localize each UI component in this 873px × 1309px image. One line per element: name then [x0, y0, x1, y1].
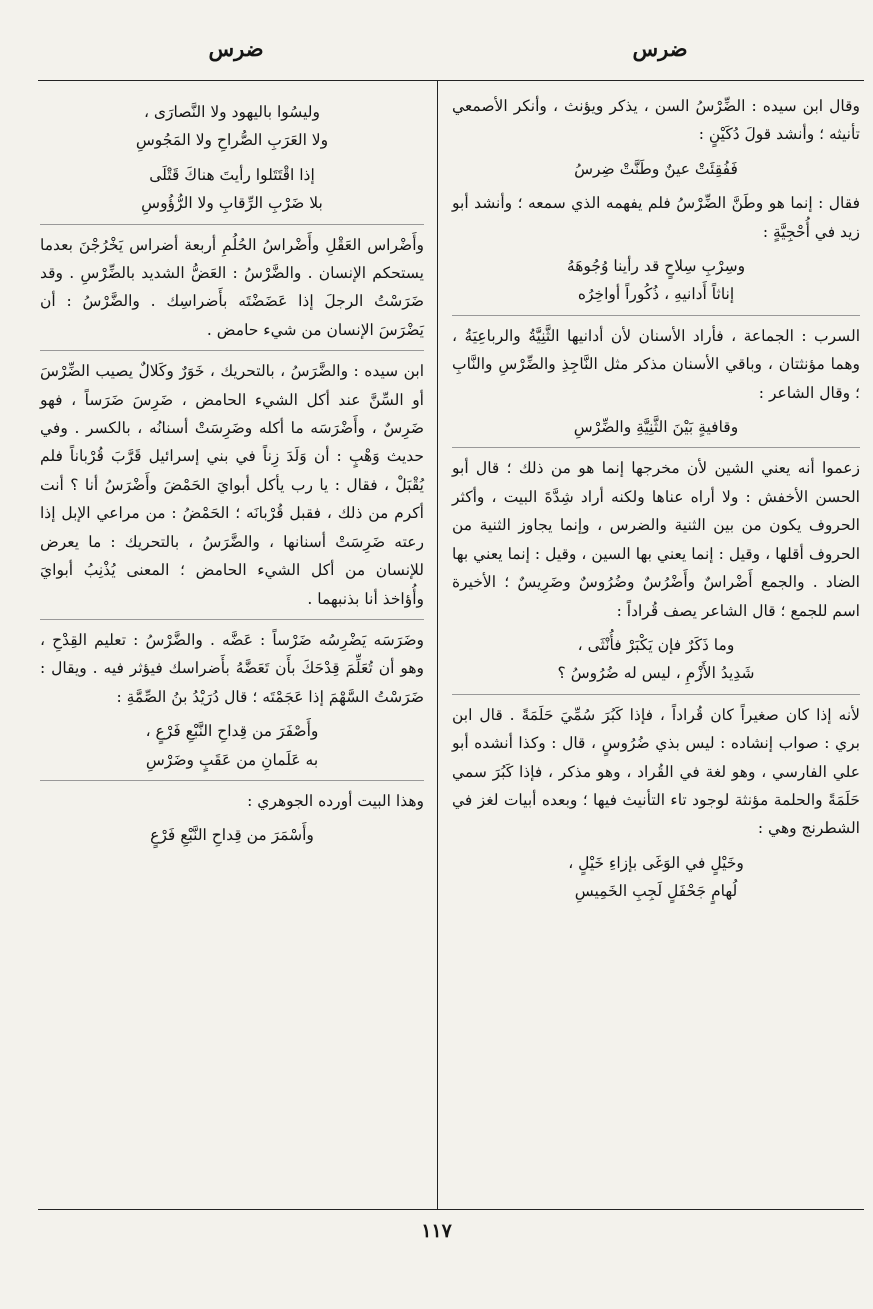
- entry-paragraph: ابن سيده : والضَّرَسُ ، بالتحريك ، خَوَرٌ وكَلالٌ يصيب الضِّرْسَ أو السِّنَّ عند أكل الشيء الحامض ، ضَرِسَ ضَرَساً ، فهو ضَرِسٌ ، وأَضْرَسَه ما أكله وضَرِسَتْ أسنانُه ، بالكسر . وفي حديث وَهْبٍ : أن وَلَدَ زِناً في بني إسرائيل قَرَّبَ قُرْباناً فلم يُقْبَلْ ، فقال : يا رب يأكل أبوايَ الحَمْضَ وأَضْرَسُ أنا ؟ أنت أكرم من ذلك ، فقبل قُرْبانَه ؛ الحَمْضُ : من مراعي الإبل إذا رعته ضَرِسَتْ أسنانها ، والضَّرَسُ ، بالتحريك : ما يعرض للإنسان من أكل الشيء الحامض ؛ المعنى يُذْنِبُ أبوايَ وأُؤاخذ أنا بذنبهما .: [40, 362, 424, 608]
- running-head-left: ضرس: [208, 36, 264, 61]
- entry-paragraph: فقال : إنما هو وطَنَّ الضِّرْسُ فلم يفهمه الذي سمعه ؛ وأنشد أبو زيد في أُحْجِيَّةٍ :: [452, 194, 860, 241]
- verse-line: فَفُقِئَتْ عينٌ وطَنَّتْ ضِرسُ: [574, 159, 738, 178]
- verse-line: وليسُوا باليهود ولا النَّصارَى ،: [143, 103, 321, 121]
- column-divider: [437, 80, 438, 1209]
- verse-line: وأَصْفَرَ من قِداحِ النَّبْعِ فَرْعٍ ،: [145, 722, 319, 741]
- verse: [40, 161, 424, 218]
- verse-line: وأَسْمَرَ من قِداحِ النَّبْعِ فَرْعٍ: [150, 826, 314, 845]
- entry-paragraph: وهذا البيت أورده الجوهري :: [247, 791, 424, 810]
- verse-line: ولا العَرَبِ الصُّراحِ ولا المَجُوسِ: [135, 131, 329, 150]
- entry-paragraph: وضَرَسَه يَضْرِسُه ضَرْساً : عَضَّه . والضَّرْسُ : تعليم القِدْحِ ، وهو أن تُعَلِّمَ قِدْحَكَ بأَن تَعَضَّهُ بأَضراسك فيؤثر فيه . ويقال : ضَرَسْتُ السَّهْمَ إذا عَجَمْتَه ؛ قال دُرَيْدُ بنُ الصِّمَّةِ :: [40, 630, 424, 706]
- header-rule: [38, 80, 864, 81]
- verse: [452, 631, 860, 688]
- verse: [452, 413, 860, 441]
- left-column: [40, 92, 424, 856]
- right-column: [452, 92, 860, 912]
- verse-line: وقافيةٍ بَيْنَ الثَّنِيَّةِ والضِّرْسِ: [573, 418, 739, 437]
- verse: [452, 252, 860, 309]
- section-separator: [40, 350, 424, 351]
- verse-line: لُهامٍ جَحْفَلٍ لَجِبِ الخَمِيسِ: [574, 882, 738, 901]
- section-separator: [452, 447, 860, 448]
- verse-line: شَدِيدُ الأَزْمِ ، ليس له ضُرُوسُ ؟: [557, 664, 755, 683]
- verse: [452, 849, 860, 906]
- footer-rule: [38, 1209, 864, 1210]
- page-number: ١١٧: [421, 1220, 452, 1242]
- verse-line: وسِرْبِ سِلاحٍ قد رأينا وُجُوهَهُ: [566, 257, 746, 276]
- entry-paragraph: وقال ابن سيده : الضِّرْسُ السن ، يذكر ويؤنث ، وأنكر الأصمعي تأنيثه ؛ وأنشد قولَ دُكَيْنٍ :: [452, 97, 860, 144]
- section-separator: [452, 694, 860, 695]
- verse-line: إناثاً أَدانيهِ ، ذُكُوراً أواخِرُه: [577, 285, 735, 304]
- section-separator: [40, 224, 424, 225]
- section-separator: [452, 315, 860, 316]
- verse-line: إذا اقْتَتَلوا رأيتَ هناكَ قَتْلَى: [149, 165, 315, 184]
- entry-paragraph: لأنه إذا كان صغيراً كان قُراداً ، فإذا كَبُرَ سُمِّيَ حَلَمَةً . قال ابن بري : صواب إنشاده : ليس بذي ضُرُوسٍ ، قال : وكذا أنشده أبو علي الفارسي ، وهو لغة في القُراد ، وهو مذكر ، فإذا كَبُرَ سمي حَلَمَةً والحلمة مؤنثة لوجود تاء التأنيث فيها ؛ وبعده أبيات لغز في الشطرنج وهي :: [452, 705, 860, 838]
- running-head-right: ضرس: [632, 36, 688, 61]
- verse: [40, 98, 424, 155]
- verse: [40, 717, 424, 774]
- entry-paragraph: زعموا أنه يعني الشين لأن مخرجها إنما هو من ذلك ؛ قال أبو الحسن الأخفش : ولا أراه عناها ولكنه أراد شِدَّةَ البيت ، وأكثر الحروف يكون من بين الثنية والضرس ، وإنما يجاوز الثنية من الحروف أقلها ، وقيل : إنما يعني بها السين ، وقيل : إنما يعني بها الضاد . والجمع أَضْراسٌ وأَضْرُسٌ وضُرُوسٌ وضَرِيسٌ ؛ الأخيرة اسم للجمع ؛ قال الشاعر يصف قُراداً :: [452, 459, 860, 620]
- section-separator: [40, 619, 424, 620]
- entry-paragraph: وأَضْراس العَقْلِ وأَضْراسُ الحُلُمِ أربعة أضراس يَخْرُجْنَ بعدما يستحكم الإنسان . والضَّرْسُ : العَضُّ الشديد بالضِّرْسِ . وقد ضَرَسْتُ الرجلَ إذا عَضَضْتَه بأَضراسِك . والضَّرْسُ : أن يَضْرَسَ الإنسان من شيء حامض .: [40, 235, 424, 339]
- verse-line: بلا ضَرْبِ الرِّقابِ ولا الرُّؤُوسِ: [141, 194, 323, 213]
- verse: [40, 821, 424, 849]
- verse-line: وما ذَكَرٌ فإن يَكْبَرْ فأُنْثَى ،: [577, 635, 735, 654]
- entry-paragraph: السرب : الجماعة ، فأراد الأسنان لأن أدانيها الثَّنِيَّةُ والرباعِيَةُ ، وهما مؤنثتان ، وباقي الأسنان مذكر مثل النَّاجِذِ والضِّرْسِ والنَّابِ ؛ وقال الشاعر :: [452, 326, 860, 402]
- verse-line: وخَيْلٍ في الوَغَى بإزاءِ خَيْلٍ ،: [568, 853, 744, 872]
- section-separator: [40, 780, 424, 781]
- verse-line: به عَلَمانِ من عَقَبٍ وضَرْسِ: [145, 750, 319, 769]
- verse: [452, 155, 860, 183]
